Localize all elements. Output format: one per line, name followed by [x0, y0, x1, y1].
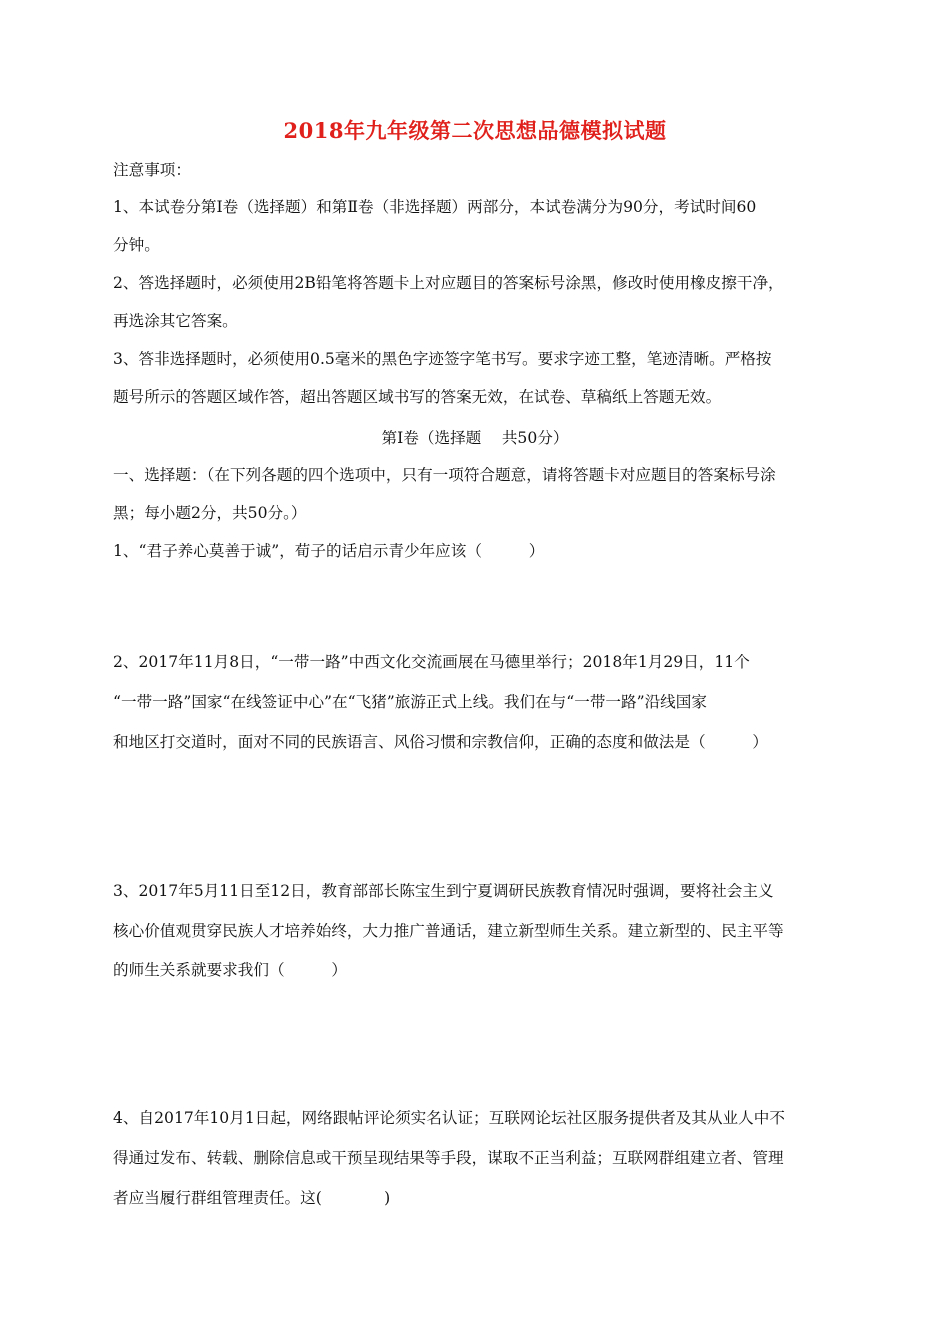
q1-stem: 1、“君子养心莫善于诚”，荀子的话启示青少年应该（ ） — [113, 542, 545, 560]
note-1-line-2: 分钟。 — [113, 236, 160, 254]
section-1-intro-line-1: 一、选择题：（在下列各题的四个选项中，只有一项符合题意，请将答题卡对应题目的答案标号涂 — [113, 466, 776, 484]
section-1-intro-line-2: 黑；每小题2分，共50分。） — [113, 504, 307, 522]
q4-stem-line-2: 得通过发布、转载、删除信息或干预呈现结果等手段，谋取不正当利益；互联网群组建立者、管理 — [113, 1149, 784, 1167]
section-1-heading: 第Ⅰ卷（选择题 共50分） — [381, 429, 569, 447]
q3-stem-line-3: 的师生关系就要求我们（ ） — [113, 961, 347, 979]
note-2-line-1: 2、答选择题时，必须使用2B铅笔将答题卡上对应题目的答案标号涂黑，修改时使用橡皮擦干净， — [113, 274, 784, 292]
note-3-line-1: 3、答非选择题时，必须使用0.5毫米的黑色字迹签字笔书写。要求字迹工整，笔迹清晰。严格按 — [113, 350, 772, 368]
notes-heading: 注意事项： — [113, 161, 191, 179]
q2-stem-line-2: “一带一路”国家“在线签证中心”在“飞猪”旅游正式上线。我们在与“一带一路”沿线国家 — [113, 693, 707, 711]
q4-stem-line-3: 者应当履行群组管理责任。这( ) — [113, 1189, 391, 1207]
q2-stem-line-1: 2、2017年11月8日，“一带一路”中西文化交流画展在马德里举行；2018年1月29日，11个 — [113, 653, 750, 671]
note-1-line-1: 1、本试卷分第Ⅰ卷（选择题）和第Ⅱ卷（非选择题）两部分，本试卷满分为90分，考试时间60 — [113, 198, 757, 216]
note-3-line-2: 题号所示的答题区域作答，超出答题区域书写的答案无效，在试卷、草稿纸上答题无效。 — [113, 388, 722, 406]
note-2-line-2: 再选涂其它答案。 — [113, 312, 238, 330]
q2-stem-line-3: 和地区打交道时，面对不同的民族语言、风俗习惯和宗教信仰，正确的态度和做法是（ ） — [113, 733, 768, 751]
q4-stem-line-1: 4、自2017年10月1日起，网络跟帖评论须实名认证；互联网论坛社区服务提供者及其从业人中不 — [113, 1109, 785, 1127]
q3-stem-line-1: 3、2017年5月11日至12日，教育部部长陈宝生到宁夏调研民族教育情况时强调，要将社会主义 — [113, 882, 774, 900]
exam-title: 2018年九年级第二次思想品德模拟试题 — [283, 118, 667, 143]
q3-stem-line-2: 核心价值观贯穿民族人才培养始终，大力推广普通话，建立新型师生关系。建立新型的、民主平等 — [113, 922, 784, 940]
